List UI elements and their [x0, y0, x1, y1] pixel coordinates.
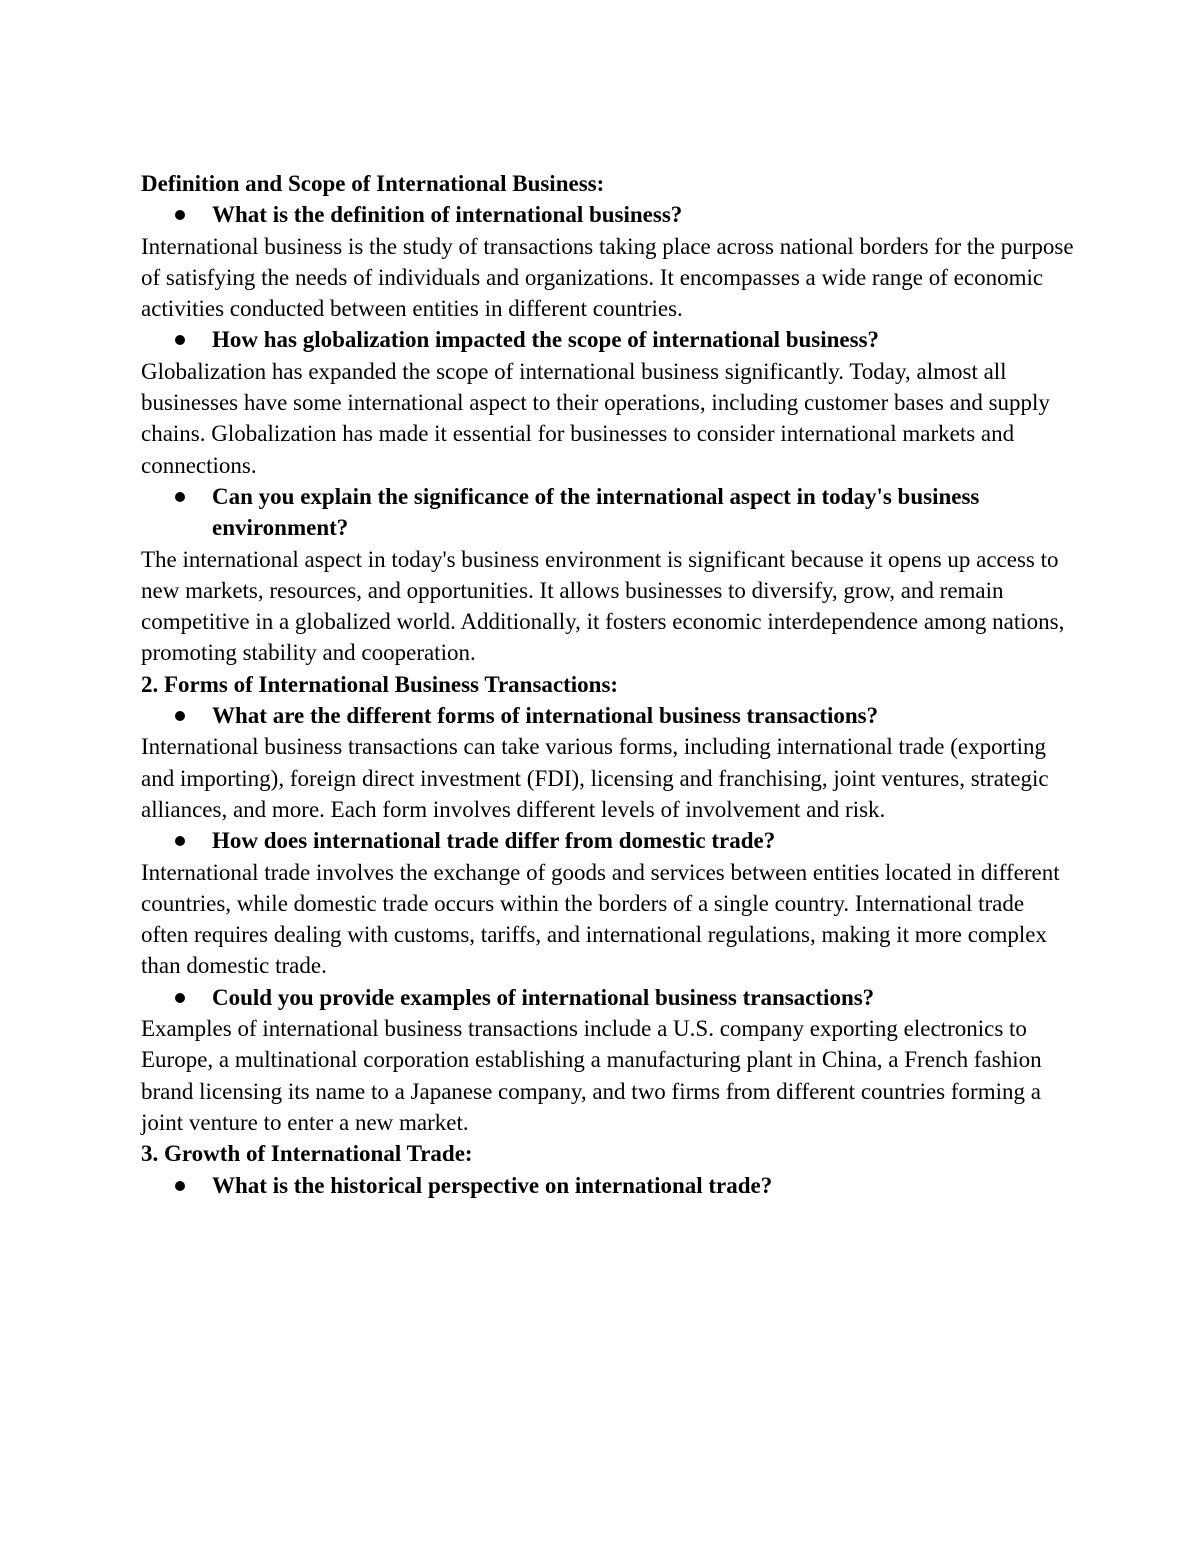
bullet-icon	[175, 993, 185, 1003]
list-item	[141, 324, 1076, 480]
answer-paragraph: Examples of international business transactions include a U.S. company exporting electronics to Europe, a multinational corporation establishing a manufacturing plant in China, a French fashion brand licensing its name to a Japanese company, and two firms from different countries forming a joint venture to enter a new market.	[141, 1016, 1042, 1135]
question	[141, 700, 1076, 731]
list-item	[141, 700, 1076, 825]
bullet-icon	[175, 335, 185, 345]
section-heading: Definition and Scope of International Business:	[141, 171, 605, 196]
question-list	[141, 1170, 1076, 1201]
question-text: Could you provide examples of international business transactions?	[212, 984, 875, 1010]
question-text: Can you explain the significance of the international aspect in today's business environment?	[212, 483, 980, 541]
section-forms-transactions	[141, 669, 1076, 1138]
answer-paragraph: International business transactions can take various forms, including international trade (exporting and importing), foreign direct investment (FDI), licensing and franchising, joint ventures, strategic alliances, and more. Each form involves different levels of involvement and risk.	[141, 734, 1049, 822]
answer-paragraph: The international aspect in today's business environment is significant because it opens up access to new markets, resources, and opportunities. It allows businesses to diversify, grow, and remain competitive in a globalized world. Additionally, it fosters economic interdependence among nations, promoting stability and cooperation.	[141, 546, 1065, 666]
answer-paragraph: International trade involves the exchange of goods and services between entities located in different countries, while domestic trade occurs within the borders of a single country. International trade often requires dealing with customs, tariffs, and international regulations, making it more complex than domestic trade.	[141, 859, 1060, 979]
question	[141, 481, 1076, 544]
section-growth-trade	[141, 1138, 1076, 1201]
question-text: What are the different forms of international business transactions?	[212, 703, 879, 729]
question	[141, 982, 1076, 1013]
section-heading: 2. Forms of International Business Transactions:	[141, 671, 619, 697]
question	[141, 199, 1076, 230]
bullet-icon	[175, 1181, 185, 1191]
list-item	[141, 825, 1076, 981]
answer-paragraph: International business is the study of transactions taking place across national borders for the purpose of satisfying the needs of individuals and organizations. It encompasses a wide range of economic activities conducted between entities in different countries.	[141, 233, 1074, 322]
question-text: What is the historical perspective on international trade?	[212, 1172, 773, 1198]
question-text: What is the definition of international business?	[212, 202, 683, 228]
bullet-icon	[175, 210, 185, 220]
section-heading: 3. Growth of International Trade:	[141, 1141, 473, 1167]
question	[141, 324, 1076, 355]
bullet-icon	[175, 711, 185, 721]
list-item	[141, 1170, 1076, 1201]
section-definition-scope	[141, 168, 1076, 669]
answer-paragraph: Globalization has expanded the scope of international business significantly. Today, almost all businesses have some international aspect to their operations, including customer bases and supply chains. Globalization has made it essential for businesses to consider international markets and connections.	[141, 358, 1050, 478]
question	[141, 1170, 1076, 1201]
question-list	[141, 700, 1076, 1138]
list-item	[141, 481, 1076, 669]
question-text: How has globalization impacted the scope of international business?	[212, 327, 880, 353]
question-text: How does international trade differ from domestic trade?	[212, 828, 776, 854]
document-page	[141, 168, 1076, 1201]
question	[141, 825, 1076, 856]
question-list	[141, 199, 1076, 668]
bullet-icon	[175, 836, 185, 846]
bullet-icon	[175, 492, 185, 502]
list-item	[141, 199, 1076, 324]
list-item	[141, 982, 1076, 1138]
